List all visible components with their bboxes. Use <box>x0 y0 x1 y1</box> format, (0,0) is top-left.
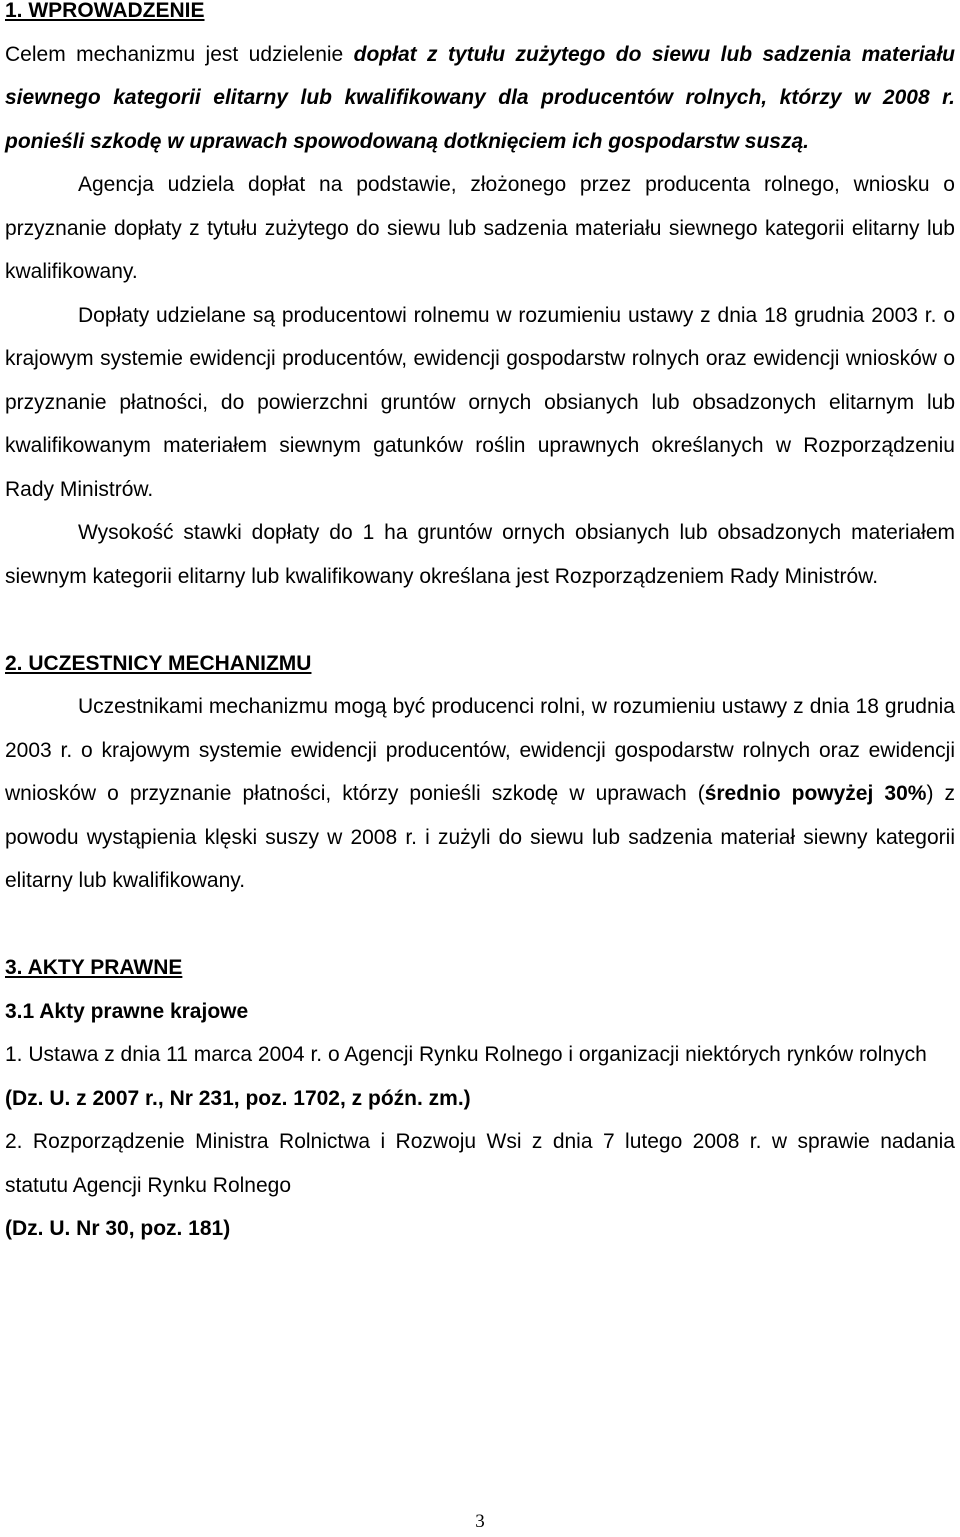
legal-act-reference-text: (Dz. U. z 2007 r., Nr 231, poz. 1702, z późn. zm.) <box>5 1086 471 1110</box>
participants-text-start: Uczestnikami mechanizmu mogą być producenci rolni, w rozumieniu ustawy z dnia 18 grudnia 2003 r. o krajowym systemie ewidencji producentów, ewidencji gospodarstw rolnych oraz ewidencji wniosków o przyznanie płatności, którzy ponieśli szkodę w uprawach ( <box>5 695 955 805</box>
paragraph-purpose <box>5 33 955 164</box>
spacer <box>5 598 955 642</box>
legal-act-item: 1. Ustawa z dnia 11 marca 2004 r. o Agencji Rynku Rolnego i organizacji niektórych rynków rolnych <box>5 1043 927 1066</box>
purpose-emphasis-text: dopłat z tytułu zużytego do siewu lub sadzenia materiału siewnego kategorii elitarny lub kwalifikowany dla producentów rolnych, którzy w 2008 r. ponieśli szkodę w uprawach spowodowaną dotknięciem ich gospodarstw suszą. <box>5 42 955 153</box>
paragraph-rate: Wysokość stawki dopłaty do 1 ha gruntów ornych obsianych lub obsadzonych materiałem siewnym kategorii elitarny lub kwalifikowany określana jest Rozporządzeniem Rady Ministrów. <box>5 521 955 588</box>
page-number: 3 <box>475 1511 485 1532</box>
subsection-heading-national-acts: 3.1 Akty prawne krajowe <box>5 999 249 1023</box>
paragraph-eligibility: Dopłaty udzielane są producentowi rolnemu w rozumieniu ustawy z dnia 18 grudnia 2003 r. o krajowym systemie ewidencji producentów, ewidencji gospodarstw rolnych oraz ewidencji wniosków o przyznanie płatności, do powierzchni gruntów ornych obsianych lub obsadzonych elitarnym lub kwalifikowanym materiałem siewnym gatunków roślin uprawnych określanych w Rozporządzeniu Rady Ministrów. <box>5 303 955 501</box>
participants-threshold: średnio powyżej 30% <box>704 782 927 805</box>
section-heading-introduction: 1. WPROWADZENIE <box>5 0 205 22</box>
section-heading-participants: 2. UCZESTNICY MECHANIZMU <box>5 651 312 675</box>
legal-act-reference <box>5 1077 955 1121</box>
participants-text-end: ) z powodu wystąpienia klęski suszy w 2008 r. i zużyli do siewu lub sadzenia materiał siewny kategorii elitarny lub kwalifikowany. <box>5 782 956 892</box>
spacer <box>5 903 955 947</box>
legal-act-reference-text: (Dz. U. Nr 30, poz. 181) <box>5 1217 231 1240</box>
section-heading-legal-acts: 3. AKTY PRAWNE <box>5 956 183 979</box>
paragraph-application: Agencja udziela dopłat na podstawie, złożonego przez producenta rolnego, wniosku o przyznanie dopłaty z tytułu zużytego do siewu lub sadzenia materiału siewnego kategorii elitarny lub kwalifikowany. <box>5 173 955 283</box>
document-page <box>5 0 955 1251</box>
purpose-lead-text: Celem mechanizmu jest udzielenie <box>5 42 354 66</box>
paragraph-participants <box>5 685 955 903</box>
legal-act-item: 2. Rozporządzenie Ministra Rolnictwa i Rozwoju Wsi z dnia 7 lutego 2008 r. w sprawie nadania statutu Agencji Rynku Rolnego <box>5 1130 955 1197</box>
legal-act-reference <box>5 1207 955 1251</box>
